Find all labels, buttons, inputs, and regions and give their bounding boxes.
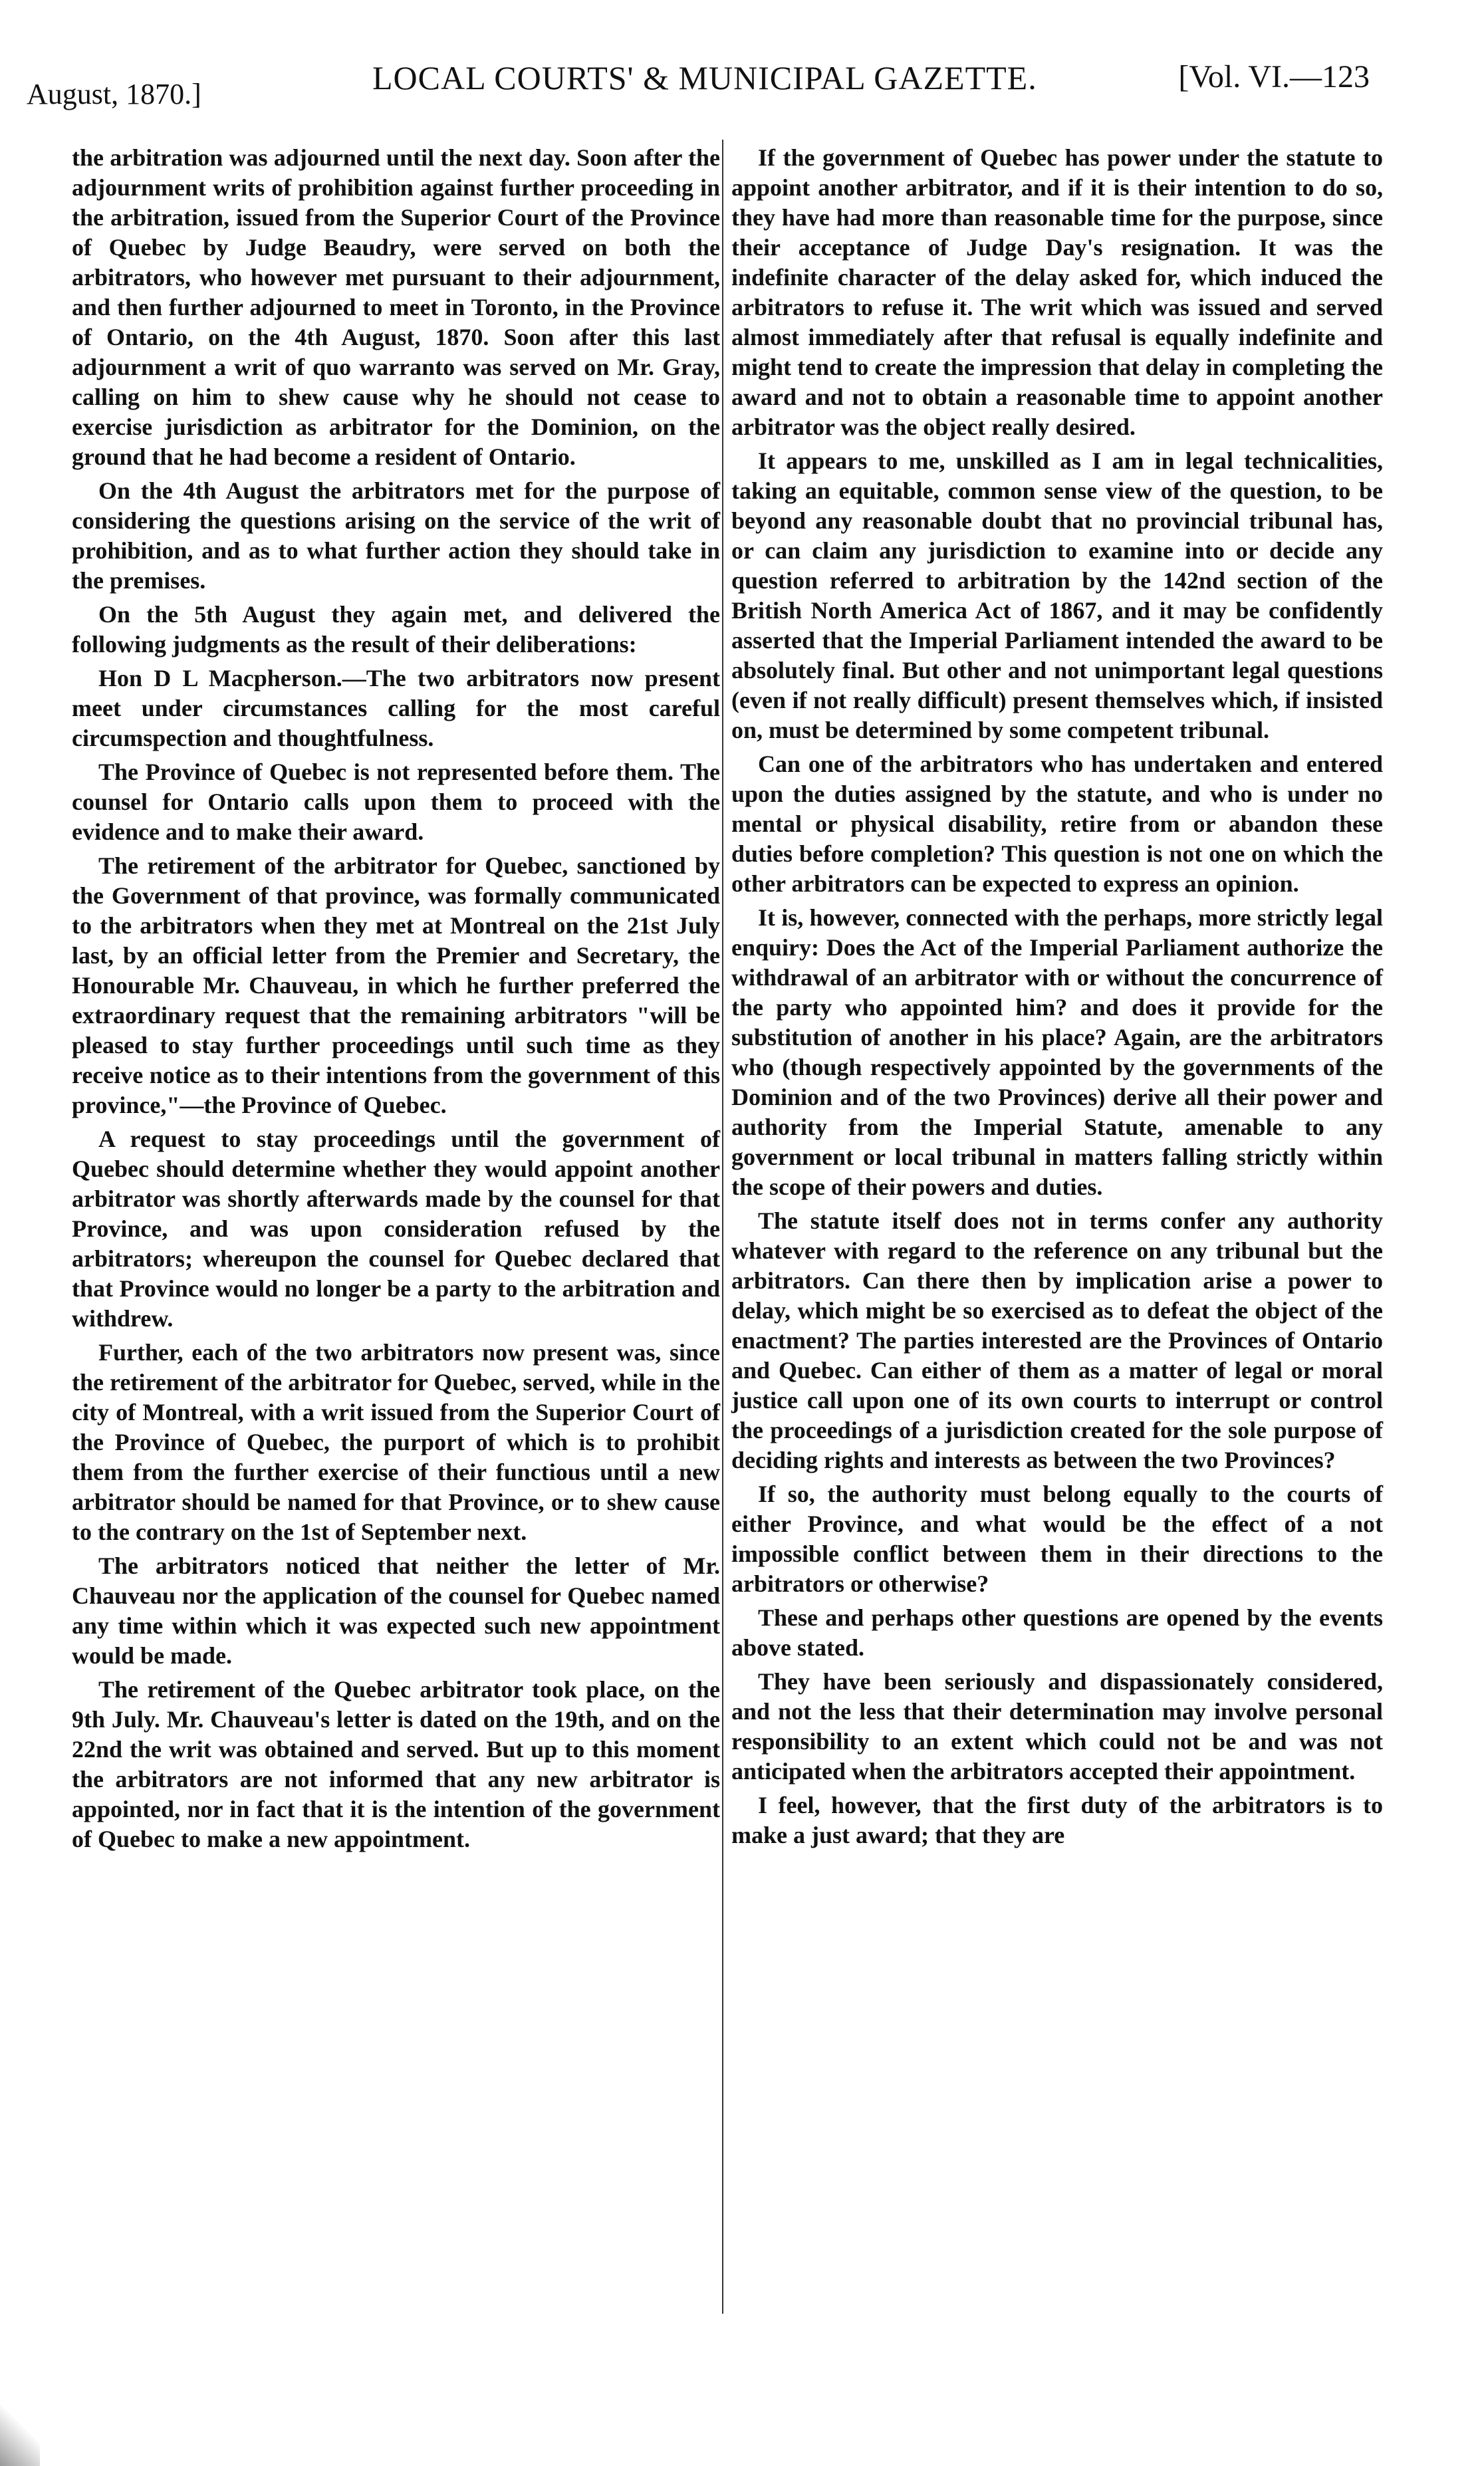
paragraph: I feel, however, that the first duty of the arbitrators is to make a just award; that they are [731,1792,1383,1848]
header-volume-page: [Vol. VI.—123 [1178,59,1370,94]
paragraph: If the government of Quebec has power under the statute to appoint another arbitrator, and if it is their intention to do so, they have had more than reasonable time for the purpose, since their acceptance of Judge Day's resignation. It was the indefinite character of the delay asked for, which induced the arbitrators to refuse it. The writ which was issued and served almost immediately after that refusal is equally indefinite and might tend to create the impression that delay in completing the award and not to obtain a reasonable time to appoint another arbitrator was the object really desired. [731,144,1383,440]
page-header [27,59,1370,112]
paragraph: The retirement of the Quebec arbitrator took place, on the 9th July. Mr. Chauveau's letter is dated on the 19th, and on the 22nd the writ was obtained and served. But up to this moment the arbitrators are not informed that any new arbitrator is appointed, nor in fact that it is the intention of the government of Quebec to make a new appointment. [72,1676,720,1852]
right-column [731,143,1383,1854]
paragraph: A request to stay proceedings until the government of Quebec should determine whether they would appoint another arbitrator was shortly afterwards made by the counsel for that Province, and was upon consideration refused by the arbitrators; whereupon the counsel for Quebec declared that that Province would no longer be a party to the arbitration and withdrew. [72,1126,720,1332]
paragraph: These and perhaps other questions are opened by the events above stated. [731,1604,1383,1661]
paragraph: The Province of Quebec is not represented before them. The counsel for Ontario calls upon them to proceed with the evidence and to make their award. [72,759,720,845]
paragraph: Further, each of the two arbitrators now present was, since the retirement of the arbitrator for Quebec, served, while in the city of Montreal, with a writ issued from the Superior Court of the Province of Quebec, the purport of which is to prohibit them from the further exercise of their functious until a new arbitrator should be named for that Province, or to shew cause to the contrary on the 1st of September next. [72,1339,720,1545]
paragraph: Can one of the arbitrators who has undertaken and entered upon the duties assigned by the statute, and who is under no mental or physical disability, retire from or abandon these duties before completion? This question is not one on which the other arbitrators can be expected to express an opinion. [731,751,1383,897]
paragraph: They have been seriously and dispassionately considered, and not the less that their determination may involve personal responsibility to an extent which could not be and was not anticipated when the arbitrators accepted their appointment. [731,1668,1383,1785]
paragraph: On the 5th August they again met, and delivered the following judgments as the result of their deliberations: [72,601,720,658]
paragraph: On the 4th August the arbitrators met for the purpose of considering the questions arising on the service of the writ of prohibition, and as to what further action they should take in the premises. [72,477,720,594]
paragraph: It appears to me, unskilled as I am in legal technicalities, taking an equitable, common sense view of the question, to be beyond any reasonable doubt that no provincial tribunal has, or can claim any jurisdiction to examine into or decide any question referred to arbitration by the 142nd section of the British North America Act of 1867, and it may be confidently asserted that the Imperial Parliament intended the award to be absolutely final. But other and not unimportant legal questions (even if not really difficult) present themselves which, if insisted on, must be determined by some competent tribunal. [731,447,1383,743]
column-divider [722,140,723,2314]
paragraph: If so, the authority must belong equally to the courts of either Province, and what would be the effect of a not impossible conflict between them in their directions to the arbitrators or otherwise? [731,1481,1383,1597]
paragraph: The retirement of the arbitrator for Quebec, sanctioned by the Government of that province, was formally communicated to the arbitrators when they met at Montreal on the 21st July last, by an official letter from the Premier and Secretary, the Honourable Mr. Chauveau, in which he further preferred the extraordinary request that the remaining arbitrators "will be pleased to stay further proceedings until such time as they receive notice as to their intentions from the government of this province,"—the Province of Quebec. [72,852,720,1118]
page-corner-shadow [0,2400,40,2466]
header-title: LOCAL COURTS' & MUNICIPAL GAZETTE. [372,59,1037,96]
paragraph: The arbitrators noticed that neither the letter of Mr. Chauveau nor the application of the counsel for Quebec named any time within which it was expected such new appointment would be made. [72,1552,720,1669]
paragraph: The statute itself does not in terms confer any authority whatever with regard to the reference on any tribunal but the arbitrators. Can there then by implication arise a power to delay, which might be so exercised as to defeat the object of the enactment? The parties interested are the Provinces of Ontario and Quebec. Can either of them as a matter of legal or moral justice call upon one of its own courts to interrupt or control the proceedings of a jurisdiction created for the sole purpose of deciding rights and interests as between the two Provinces? [731,1207,1383,1473]
header-date: August, 1870.] [27,78,201,110]
paragraph: It is, however, connected with the perhaps, more strictly legal enquiry: Does the Act of the Imperial Parliament authorize the withdrawal of an arbitrator with or without the concurrence of the party who appointed him? and does it provide for the substitution of another in his place? Again, are the arbitrators who (though respectively appointed by the governments of the Dominion and of the two Provinces) derive all their power and authority from the Imperial Statute, amenable to any government or local tribunal in matters falling strictly within the scope of their powers and duties. [731,904,1383,1200]
left-column [72,143,720,1858]
paragraph: the arbitration was adjourned until the next day. Soon after the adjournment writs of prohibition against further proceeding in the arbitration, issued from the Superior Court of the Province of Quebec by Judge Beaudry, were served on both the arbitrators, who however met pursuant to their adjournment, and then further adjourned to meet in Toronto, in the Province of Ontario, on the 4th August, 1870. Soon after this last adjournment a writ of quo warranto was served on Mr. Gray, calling on him to shew cause why he should not cease to exercise jurisdiction as arbitrator for the Dominion, on the ground that he had become a resident of Ontario. [72,144,720,470]
paragraph: Hon D L Macpherson.—The two arbitrators now present meet under circumstances calling for the most careful circumspection and thoughtfulness. [72,665,720,751]
